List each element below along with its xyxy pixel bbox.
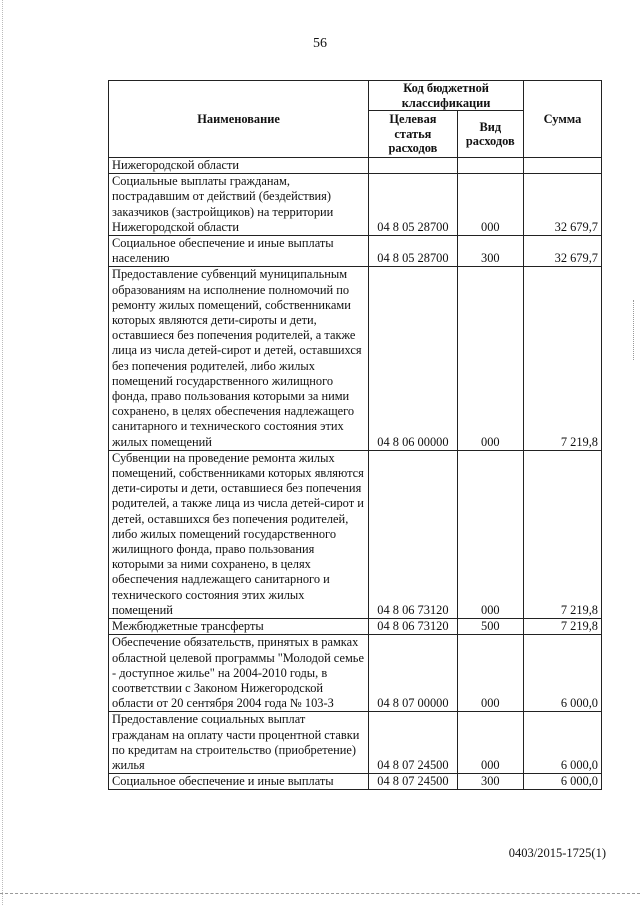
row-type: 000 [457, 267, 523, 450]
row-type: 000 [457, 712, 523, 774]
table-row [109, 158, 602, 174]
row-type: 300 [457, 236, 523, 267]
row-code: 04 8 06 00000 [369, 267, 457, 450]
table-row [109, 619, 602, 635]
row-name: Межбюджетные трансферты [109, 619, 369, 635]
table-row [109, 236, 602, 267]
header-name: Наименование [109, 81, 369, 158]
row-name: Обеспечение обязательств, принятых в рамках областной целевой программы "Молодой семье - доступное жилье" на 2004-2010 годы, в соответствии с Законом Нижегородской области от 20 сентября 2004 года № 103-З [109, 635, 369, 712]
header-classification: Код бюджетной классификации [369, 81, 524, 111]
row-sum: 7 219,8 [524, 619, 602, 635]
table-row [109, 267, 602, 450]
table-row [109, 774, 602, 790]
row-name: Предоставление социальных выплат гражданам на оплату части процентной ставки по кредитам на строительство (приобретение) жилья [109, 712, 369, 774]
row-type: 000 [457, 174, 523, 236]
header-expense-type: Вид расходов [457, 111, 523, 158]
table-row [109, 174, 602, 236]
scan-edge-left [2, 0, 4, 905]
row-code: 04 8 05 28700 [369, 174, 457, 236]
table-row [109, 635, 602, 712]
row-sum [524, 158, 602, 174]
header-sum: Сумма [524, 81, 602, 158]
scan-bottom-line [0, 893, 640, 894]
row-sum: 32 679,7 [524, 236, 602, 267]
row-type: 000 [457, 635, 523, 712]
row-code [369, 158, 457, 174]
row-sum: 6 000,0 [524, 635, 602, 712]
row-code: 04 8 07 00000 [369, 635, 457, 712]
row-code: 04 8 07 24500 [369, 774, 457, 790]
row-type: 300 [457, 774, 523, 790]
row-code: 04 8 05 28700 [369, 236, 457, 267]
row-code: 04 8 07 24500 [369, 712, 457, 774]
row-type: 500 [457, 619, 523, 635]
row-name: Социальное обеспечение и иные выплаты населению [109, 236, 369, 267]
row-name: Предоставление субвенций муниципальным образованиям на исполнение полномочий по ремонту жилых помещений, собственниками которых являются дети-сироты и дети, оставшиеся без попечения родителей, а также лица из числа детей-сирот и детей, оставшихся без попечения родителей, либо жилых помещений государственного жилищного фонда, право пользования которыми за ними сохранено, в целях обеспечения надлежащего санитарного и технического состояния этих жилых помещений [109, 267, 369, 450]
row-name: Нижегородской области [109, 158, 369, 174]
header-target-article: Целевая статья расходов [369, 111, 457, 158]
table-row [109, 712, 602, 774]
row-code: 04 8 06 73120 [369, 450, 457, 618]
row-type: 000 [457, 450, 523, 618]
page-number: 56 [313, 36, 327, 51]
row-code: 04 8 06 73120 [369, 619, 457, 635]
budget-table [108, 80, 602, 790]
row-name: Субвенции на проведение ремонта жилых помещений, собственниками которых являются дети-сироты и дети, оставшиеся без попечения родителей, а также лица из числа детей-сирот и детей, оставшихся без попечения родителей, либо жилых помещений государственного жилищного фонда, право пользования которыми за ними сохранено, в целях обеспечения надлежащего санитарного и технического состояния этих жилых помещений [109, 450, 369, 618]
row-name: Социальные выплаты гражданам, пострадавшим от действий (бездействия) заказчиков (застройщиков) на территории Нижегородской области [109, 174, 369, 236]
row-sum: 32 679,7 [524, 174, 602, 236]
table-row [109, 450, 602, 618]
row-sum: 7 219,8 [524, 450, 602, 618]
row-sum: 6 000,0 [524, 774, 602, 790]
row-type [457, 158, 523, 174]
row-sum: 6 000,0 [524, 712, 602, 774]
row-sum: 7 219,8 [524, 267, 602, 450]
document-code: 0403/2015-1725(1) [508, 846, 606, 860]
scan-edge-marks [633, 300, 638, 360]
row-name: Социальное обеспечение и иные выплаты [109, 774, 369, 790]
